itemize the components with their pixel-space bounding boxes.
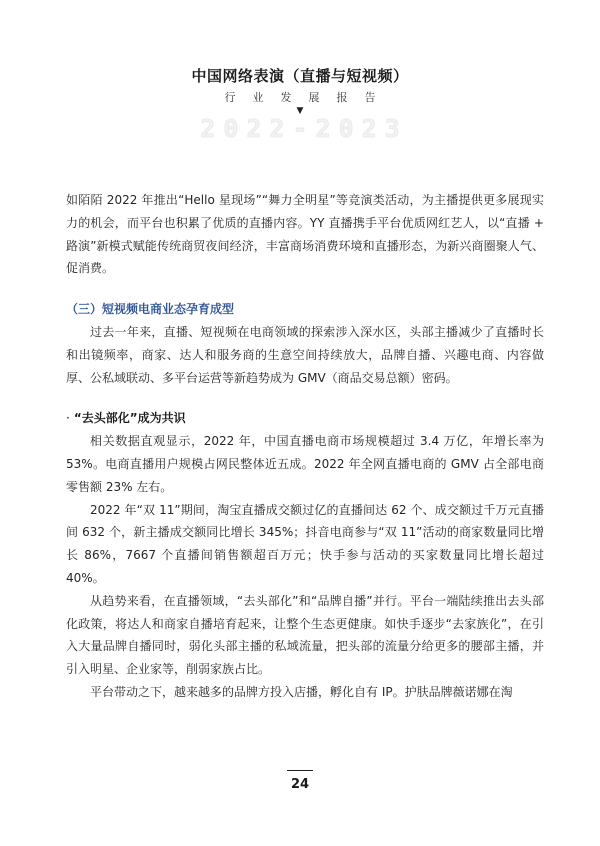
footer-divider [287, 770, 313, 771]
bullet-heading [66, 407, 544, 430]
page-body [66, 189, 544, 704]
report-title: 中国网络表演（直播与短视频） [191, 67, 409, 85]
down-arrow-icon: ▼ [296, 106, 304, 116]
paragraph-5: 从趋势来看，在直播领域，“去头部化”和“品牌自播”并行。平台一端陆续推出去头部化政策，将达人和商家自播培育起来，让整个生态更健康。如快手逐步“去家族化”，在引入大量品牌自播同时，弱化头部主播的私域流量，把头部的流量分给更多的腰部主播，并引入明星、企业家等，削弱家族占比。 [66, 593, 544, 677]
bullet-icon: · [66, 411, 70, 426]
bullet-heading-text: “去头部化”成为共识 [73, 411, 186, 426]
report-header [0, 66, 600, 143]
report-subtitle: 行业发展报告 [224, 91, 393, 104]
paragraph-6: 平台带动之下，越来越多的品牌方投入店播，孵化自有 IP。护肤品牌薇诺娜在淘 [90, 684, 513, 699]
paragraph-1: 如陌陌 2022 年推出“Hello 星现场”“舞力全明星”等竞演类活动，为主播提供更多展现实力的机会，而平台也积累了优质的直播内容。YY 直播携手平台优质网红艺人，以“直播 + 路演”新模式赋能传统商贸夜间经济，丰富商场消费环境和直播形态，为新兴商圈聚人气、促消费。 [66, 193, 544, 276]
paragraph-2: 过去一年来，直播、短视频在电商领域的探索涉入深水区，头部主播减少了直播时长和出镜频率，商家、达人和服务商的生意空间持续放大，品牌自播、兴趣电商、内容做厚、公私域联动、多平台运营等新趋势成为 GMV（商品交易总额）密码。 [66, 324, 544, 385]
paragraph-3: 相关数据直观显示，2022 年，中国直播电商市场规模超过 3.4 万亿，年增长率为 53%。电商直播用户规模占网民整体近五成。2022 年全网直播电商的 GMV 占全部电商零售额 23% 左右。 [66, 434, 544, 494]
report-years-watermark: 2022-2023 [200, 114, 408, 143]
section-heading: （三）短视频电商业态孕育成型 [66, 302, 235, 317]
page-footer [0, 770, 600, 793]
paragraph-4: 2022 年“双 11”期间，淘宝直播成交额过亿的直播间达 62 个、成交额过千万元直播间 632 个，新主播成交额同比增长 345%；抖音电商参与“双 11”活动的商家数量同比增长 86%，7667 个直播间销售额超百万元；快手参与活动的买家数量同比增长超过 40%。 [66, 502, 544, 585]
page-number: 24 [290, 777, 310, 792]
